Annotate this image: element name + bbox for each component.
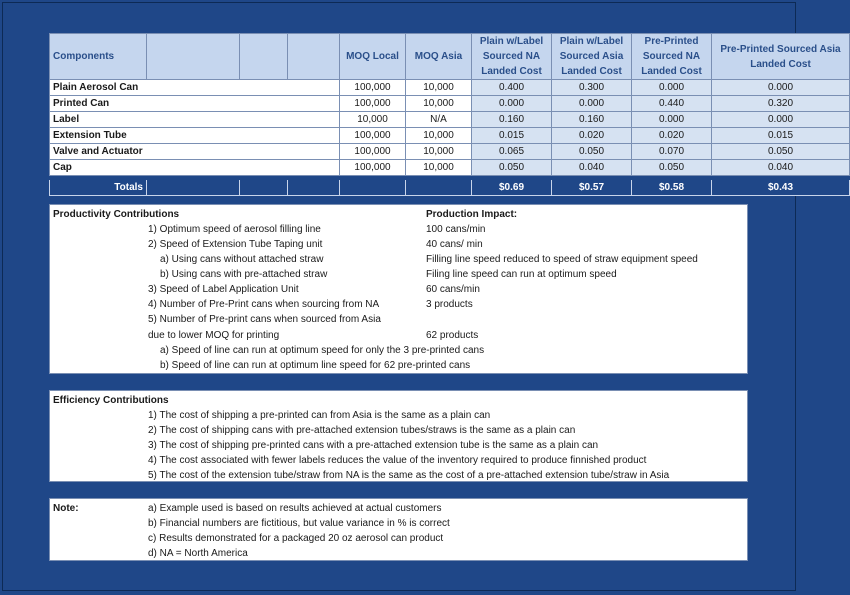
pre-na-cell[interactable]: 0.070	[632, 144, 712, 160]
productivity-item: 1) Optimum speed of aerosol filling line	[148, 224, 321, 235]
productivity-item: b) Using cans with pre-attached straw	[160, 269, 328, 280]
header-plain-na[interactable]: Plain w/Label Sourced NA Landed Cost	[472, 34, 552, 80]
totals-blank-1[interactable]	[147, 180, 240, 196]
productivity-item: 2) Speed of Extension Tube Taping unit	[148, 239, 323, 250]
total-plain-asia[interactable]: $0.57	[552, 180, 632, 196]
efficiency-item: 5) The cost of the extension tube/straw from NA is the same as the cost of a pre-attached extension tube/straw in Asia	[148, 470, 670, 481]
moq-local-cell[interactable]: 100,000	[340, 144, 406, 160]
productivity-item: a) Speed of line can run at optimum speed for only the 3 pre-printed cans	[160, 345, 485, 356]
cost-comparison-table	[49, 33, 850, 196]
plain-asia-cell[interactable]: 0.040	[552, 160, 632, 176]
pre-asia-cell[interactable]: 0.040	[712, 160, 850, 176]
component-name[interactable]: Cap	[50, 160, 340, 176]
plain-na-cell[interactable]: 0.000	[472, 96, 552, 112]
productivity-impact: 62 products	[426, 330, 479, 341]
pre-asia-cell[interactable]: 0.320	[712, 96, 850, 112]
moq-asia-cell[interactable]: 10,000	[406, 160, 472, 176]
component-name[interactable]: Printed Can	[50, 96, 340, 112]
note-item: c) Results demonstrated for a packaged 20 oz aerosol can product	[148, 533, 444, 544]
productivity-item: b) Speed of line can run at optimum line speed for 62 pre-printed cans	[160, 360, 471, 371]
efficiency-item: 1) The cost of shipping a pre-printed can from Asia is the same as a plain can	[148, 410, 491, 421]
plain-na-cell[interactable]: 0.050	[472, 160, 552, 176]
pre-asia-cell[interactable]: 0.000	[712, 80, 850, 96]
productivity-impact: Filing line speed can run at optimum speed	[426, 269, 617, 280]
productivity-title: Productivity Contributions	[53, 209, 180, 220]
pre-na-cell[interactable]: 0.440	[632, 96, 712, 112]
efficiency-item: 4) The cost associated with fewer labels reduces the value of the inventory required to produce finnished product	[148, 455, 647, 466]
productivity-item: 5) Number of Pre-print cans when sourced from Asia	[148, 314, 381, 325]
component-name[interactable]: Plain Aerosol Can	[50, 80, 340, 96]
moq-local-cell[interactable]: 10,000	[340, 112, 406, 128]
production-impact-title: Production Impact:	[426, 209, 518, 220]
pre-na-cell[interactable]: 0.000	[632, 112, 712, 128]
moq-asia-cell[interactable]: 10,000	[406, 96, 472, 112]
note-panel	[49, 498, 748, 561]
moq-asia-cell[interactable]: 10,000	[406, 144, 472, 160]
header-pre-na[interactable]: Pre-Printed Sourced NA Landed Cost	[632, 34, 712, 80]
note-item: b) Financial numbers are fictitious, but value variance in % is correct	[148, 518, 450, 529]
efficiency-item: 3) The cost of shipping pre-printed cans with a pre-attached extension tube is the same as a plain can	[148, 440, 599, 451]
header-components[interactable]: Components	[50, 34, 147, 80]
header-blank-2[interactable]	[240, 34, 288, 80]
table-row	[50, 160, 850, 176]
plain-asia-cell[interactable]: 0.000	[552, 96, 632, 112]
note-item: a) Example used is based on results achieved at actual customers	[148, 503, 442, 514]
productivity-item: due to lower MOQ for printing	[148, 330, 280, 341]
productivity-impact: 100 cans/min	[426, 224, 486, 235]
moq-local-cell[interactable]: 100,000	[340, 80, 406, 96]
plain-na-cell[interactable]: 0.065	[472, 144, 552, 160]
note-title: Note:	[53, 503, 79, 514]
plain-asia-cell[interactable]: 0.160	[552, 112, 632, 128]
productivity-item: a) Using cans without attached straw	[160, 254, 324, 265]
plain-na-cell[interactable]: 0.160	[472, 112, 552, 128]
header-pre-asia[interactable]: Pre-Printed Sourced Asia Landed Cost	[712, 34, 850, 80]
productivity-impact: 40 cans/ min	[426, 239, 483, 250]
pre-asia-cell[interactable]: 0.000	[712, 112, 850, 128]
totals-label[interactable]: Totals	[50, 180, 147, 196]
productivity-impact: 3 products	[426, 299, 473, 310]
header-plain-asia[interactable]: Plain w/Label Sourced Asia Landed Cost	[552, 34, 632, 80]
totals-blank-2[interactable]	[240, 180, 288, 196]
totals-blank-5[interactable]	[406, 180, 472, 196]
table-header-row	[50, 34, 850, 80]
moq-asia-cell[interactable]: N/A	[406, 112, 472, 128]
table-row	[50, 96, 850, 112]
plain-asia-cell[interactable]: 0.300	[552, 80, 632, 96]
plain-asia-cell[interactable]: 0.020	[552, 128, 632, 144]
note-item: d) NA = North America	[148, 548, 248, 559]
productivity-item: 3) Speed of Label Application Unit	[148, 284, 299, 295]
plain-na-cell[interactable]: 0.400	[472, 80, 552, 96]
efficiency-item: 2) The cost of shipping cans with pre-attached extension tubes/straws is the same as a plain can	[148, 425, 576, 436]
totals-blank-4[interactable]	[340, 180, 406, 196]
pre-na-cell[interactable]: 0.020	[632, 128, 712, 144]
totals-blank-3[interactable]	[288, 180, 340, 196]
header-moq-asia[interactable]: MOQ Asia	[406, 34, 472, 80]
moq-asia-cell[interactable]: 10,000	[406, 80, 472, 96]
header-moq-local[interactable]: MOQ Local	[340, 34, 406, 80]
total-plain-na[interactable]: $0.69	[472, 180, 552, 196]
productivity-panel	[49, 204, 748, 374]
efficiency-panel	[49, 390, 748, 482]
moq-local-cell[interactable]: 100,000	[340, 160, 406, 176]
plain-na-cell[interactable]: 0.015	[472, 128, 552, 144]
efficiency-title: Efficiency Contributions	[53, 395, 169, 406]
moq-local-cell[interactable]: 100,000	[340, 96, 406, 112]
table-row	[50, 144, 850, 160]
productivity-item: 4) Number of Pre-Print cans when sourcing from NA	[148, 299, 380, 310]
table-row	[50, 112, 850, 128]
plain-asia-cell[interactable]: 0.050	[552, 144, 632, 160]
total-pre-asia[interactable]: $0.43	[712, 180, 850, 196]
moq-asia-cell[interactable]: 10,000	[406, 128, 472, 144]
moq-local-cell[interactable]: 100,000	[340, 128, 406, 144]
totals-row	[50, 180, 850, 196]
productivity-impact: 60 cans/min	[426, 284, 480, 295]
pre-na-cell[interactable]: 0.050	[632, 160, 712, 176]
header-blank-1[interactable]	[147, 34, 240, 80]
table-row	[50, 128, 850, 144]
component-name[interactable]: Label	[50, 112, 340, 128]
pre-asia-cell[interactable]: 0.050	[712, 144, 850, 160]
header-blank-3[interactable]	[288, 34, 340, 80]
component-name[interactable]: Extension Tube	[50, 128, 340, 144]
component-name[interactable]: Valve and Actuator	[50, 144, 340, 160]
pre-asia-cell[interactable]: 0.015	[712, 128, 850, 144]
table-row	[50, 80, 850, 96]
total-pre-na[interactable]: $0.58	[632, 180, 712, 196]
pre-na-cell[interactable]: 0.000	[632, 80, 712, 96]
productivity-impact: Filling line speed reduced to speed of straw equipment speed	[426, 254, 698, 265]
